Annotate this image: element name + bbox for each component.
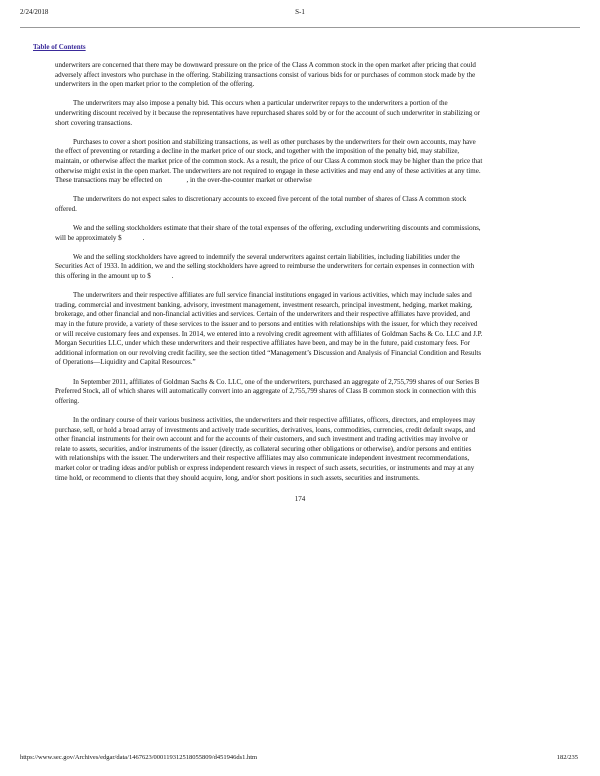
paragraph (55, 224, 555, 243)
paragraph (55, 195, 555, 214)
text-line: will be approximately $ . (55, 233, 145, 242)
text-line: additional information on our revolving credit facility, see the section titled “Management’s Discussion and Analysis of Financial Condition and Results (55, 348, 482, 357)
text-line: The underwriters and their respective affiliates are full service financial institutions engaged in various activities, which may include sales and (73, 291, 472, 300)
page-number: 174 (294, 495, 306, 503)
text-line: Securities Act of 1933. In addition, we and the selling stockholders have agreed to reimburse the underwriters for certain expenses in connection with (55, 262, 475, 271)
paragraph (55, 99, 555, 128)
text-line: market color or trading ideas and/or publish or express independent research views in respect of such assets, securities, or instruments and may at any (55, 463, 475, 472)
text-line: These transactions may be effected on , in the over-the-counter market or otherwise (55, 176, 312, 185)
text-line: this offering in the amount up to $ . (55, 272, 174, 281)
text-line: underwriting discount received by it because the representatives have repurchased shares sold by or for the account of such underwriter in stabilizing or (55, 108, 480, 117)
text-line: short covering transactions. (55, 118, 133, 127)
print-date: 2/24/2018 (20, 8, 49, 16)
text-line: otherwise might exist in the open market. The underwriters are not required to engage in these activities and may end any of these activities at any time. (55, 166, 481, 175)
document-body (55, 61, 555, 493)
text-line: trading, commercial and investment banking, advisory, investment management, investment research, principal investment, hedging, market making, (55, 300, 473, 309)
paragraph (55, 378, 555, 407)
text-line: or will receive customary fees and expenses. In 2014, we entered into a revolving credit agreement with affiliates of Goldman Sachs & Co. LLC and J.P. (55, 329, 483, 338)
text-line: time hold, or recommend to clients that they should acquire, long, and/or short positions in such assets, securities and instruments. (55, 473, 420, 482)
table-of-contents-link[interactable]: Table of Contents (33, 43, 86, 51)
text-line: The underwriters do not expect sales to discretionary accounts to exceed five percent of the total number of shares of Class A common stock (73, 195, 467, 204)
text-line: In September 2011, affiliates of Goldman Sachs & Co. LLC, one of the underwriters, purchased an aggregate of 2,755,799 shares of our Series B (73, 377, 480, 386)
text-line: of Operations—Liquidity and Capital Resources.” (55, 358, 196, 367)
text-line: Morgan Securities LLC, under which these underwriters and their respective affiliates have been, and may be in the future, paid customary fees. For (55, 339, 470, 348)
text-line: the effect of preventing or retarding a decline in the market price of our stock, and together with the imposition of the penalty bid, may stabilize, (55, 147, 460, 156)
footer-url: https://www.sec.gov/Archives/edgar/data/1467623/000119312518055809/d451946ds1.htm (20, 754, 258, 761)
header-divider (20, 27, 580, 28)
text-line: brokerage, and other financial and non-financial activities and services. Certain of the underwriters and their respective affiliates have provided, and (55, 310, 471, 319)
text-line: other financial instruments for their own account and for the accounts of their customers, and such investment and trading activities may involve or (55, 435, 468, 444)
text-line: may in the future provide, a variety of these services to the issuer and to persons and entities with relationships with the issuer, for which they received (55, 320, 478, 329)
text-line: with relationships with the issuer. The underwriters and their respective affiliates may also communicate independent investment recommendations, (55, 454, 470, 463)
text-line: In the ordinary course of their various business activities, the underwriters and their respective affiliates, officers, directors, and employees may (73, 415, 476, 424)
text-line: offered. (55, 204, 77, 213)
text-line: We and the selling stockholders have agreed to indemnify the several underwriters against certain liabilities, including liabilities under the (73, 252, 460, 261)
text-line: We and the selling stockholders estimate that their share of the total expenses of the offering, excluding underwriting discounts and commissions, (73, 224, 481, 233)
paragraph (55, 291, 555, 368)
paragraph (55, 416, 555, 483)
paragraph (55, 253, 555, 282)
footer-page-count: 182/235 (556, 754, 578, 761)
text-line: purchase, sell, or hold a broad array of investments and actively trade securities, derivatives, loans, commodities, currencies, credit default swaps, and (55, 425, 476, 434)
text-line: maintain, or otherwise affect the market price of the common stock. As a result, the price of our Class A common stock may be higher than the price that (55, 156, 483, 165)
text-line: adversely affect investors who purchase in the offering. Stabilizing transactions consist of various bids for or purchases of common stock made by the (55, 70, 476, 79)
text-line: offering. (55, 396, 80, 405)
text-line: relate to assets, securities, and/or instruments of the issuer (directly, as collateral securing other obligations or otherwise), and/or persons and entities (55, 444, 472, 453)
text-line: The underwriters may also impose a penalty bid. This occurs when a particular underwriter repays to the underwriters a portion of the (73, 99, 448, 108)
paragraph (55, 61, 555, 90)
text-line: underwriters in the open market prior to the completion of the offering. (55, 80, 255, 89)
text-line: underwriters are concerned that there may be downward pressure on the price of the Class A common stock in the open market after pricing that could (55, 61, 476, 69)
text-line: Preferred Stock, all of which shares will automatically convert into an aggregate of 2,755,799 shares of Class B common stock in connection with this (55, 387, 477, 396)
text-line: Purchases to cover a short position and stabilizing transactions, as well as other purchases by the underwriters for their own accounts, may have (73, 137, 476, 146)
paragraph (55, 138, 555, 186)
document-title: S-1 (295, 8, 305, 16)
